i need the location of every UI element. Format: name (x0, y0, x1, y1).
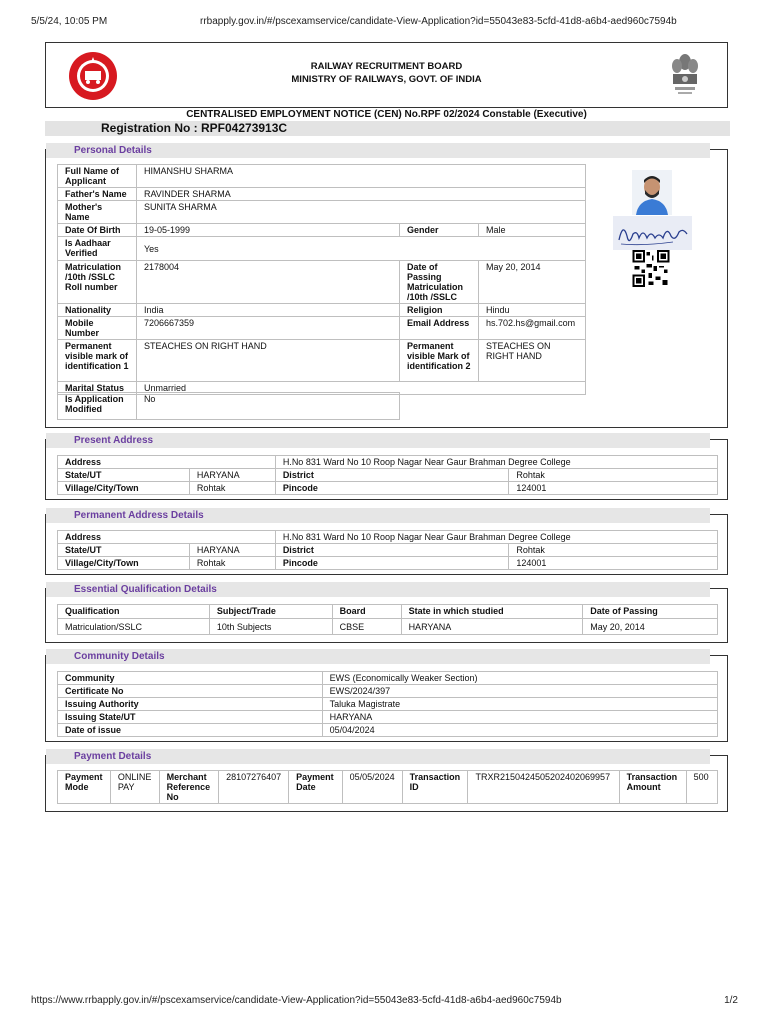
section-title: Community Details (74, 651, 165, 662)
label: Mobile Number (58, 317, 137, 340)
label: Religion (400, 304, 479, 317)
signature-scribble-icon (613, 216, 692, 250)
section-header (46, 749, 710, 764)
value: 28107276407 (219, 771, 289, 804)
permanent-address-table (57, 530, 718, 570)
label: Pincode (275, 482, 509, 495)
value: STEACHES ON RIGHT HAND (478, 340, 585, 382)
modified-table (57, 392, 400, 420)
table-row (58, 165, 586, 188)
value: 19-05-1999 (136, 224, 399, 237)
table-row (58, 261, 586, 304)
value: 05/04/2024 (322, 724, 717, 737)
national-emblem-icon (665, 50, 705, 100)
cell: HARYANA (401, 619, 583, 635)
table-row (58, 605, 718, 619)
table-row (58, 237, 586, 261)
table-row (58, 456, 718, 469)
label: Is Application Modified (58, 393, 137, 420)
qualification-table (57, 604, 718, 635)
value: STEACHES ON RIGHT HAND (136, 340, 399, 382)
value: Male (478, 224, 585, 237)
value: 124001 (509, 482, 718, 495)
value: 124001 (509, 557, 718, 570)
label: Matriculation /10th /SSLC Roll number (58, 261, 137, 304)
label: Father's Name (58, 188, 137, 201)
label: Gender (400, 224, 479, 237)
label: Date of issue (58, 724, 323, 737)
ministry-name: MINISTRY OF RAILWAYS, GOVT. OF INDIA (291, 74, 482, 85)
applicant-signature (613, 216, 692, 250)
value: May 20, 2014 (478, 261, 585, 304)
value: HIMANSHU SHARMA (136, 165, 585, 188)
column-header: Board (332, 605, 401, 619)
column-header: Qualification (58, 605, 210, 619)
cell: May 20, 2014 (583, 619, 718, 635)
column-header: Date of Passing (583, 605, 718, 619)
value: 2178004 (136, 261, 399, 304)
table-row (58, 224, 586, 237)
value: Rohtak (189, 482, 275, 495)
label: District (275, 544, 509, 557)
section-title: Personal Details (74, 145, 152, 156)
value: RAVINDER SHARMA (136, 188, 585, 201)
label: Email Address (400, 317, 479, 340)
label: Payment Mode (58, 771, 111, 804)
label: Full Name of Applicant (58, 165, 137, 188)
value: H.No 831 Ward No 10 Roop Nagar Near Gaur Brahman Degree College (275, 456, 717, 469)
label: Community (58, 672, 323, 685)
label: Transaction Amount (619, 771, 686, 804)
table-row (58, 544, 718, 557)
label: State/UT (58, 544, 190, 557)
footer-url: https://www.rrbapply.gov.in/#/pscexamservice/candidate-View-Application?id=55043e83-5cfd-41d8-a6b4-aed960c7594b (31, 995, 562, 1006)
cell: CBSE (332, 619, 401, 635)
value: hs.702.hs@gmail.com (478, 317, 585, 340)
label: Merchant Reference No (159, 771, 218, 804)
section-header (46, 508, 710, 523)
label: Transaction ID (402, 771, 468, 804)
cell: Matriculation/SSLC (58, 619, 210, 635)
section-header (46, 433, 710, 448)
value: EWS/2024/397 (322, 685, 717, 698)
label: District (275, 469, 509, 482)
table-row (58, 557, 718, 570)
section-title: Essential Qualification Details (74, 584, 217, 595)
value: HARYANA (189, 469, 275, 482)
column-header: State in which studied (401, 605, 583, 619)
registration-bar (45, 121, 730, 136)
value: EWS (Economically Weaker Section) (322, 672, 717, 685)
section-title: Permanent Address Details (74, 510, 204, 521)
applicant-photo (632, 170, 672, 215)
table-row (58, 685, 718, 698)
cell: 10th Subjects (209, 619, 332, 635)
browser-print-header (31, 16, 738, 30)
table-row (58, 771, 718, 804)
label: Issuing State/UT (58, 711, 323, 724)
value: Rohtak (189, 557, 275, 570)
label: Nationality (58, 304, 137, 317)
value: 500 (686, 771, 717, 804)
table-row (58, 711, 718, 724)
personal-details-table (57, 164, 586, 395)
label: State/UT (58, 469, 190, 482)
payment-table (57, 770, 718, 804)
label: Address (58, 456, 276, 469)
label: Certificate No (58, 685, 323, 698)
browser-print-footer (31, 995, 738, 1006)
table-row (58, 340, 586, 382)
page-number: 1/2 (724, 995, 738, 1006)
document-header (45, 42, 728, 108)
table-row (58, 672, 718, 685)
value: India (136, 304, 399, 317)
section-header (46, 143, 710, 158)
value: 05/05/2024 (342, 771, 402, 804)
value: Hindu (478, 304, 585, 317)
table-row (58, 188, 586, 201)
label: Address (58, 531, 276, 544)
value: No (136, 393, 399, 420)
label: Date Of Birth (58, 224, 137, 237)
value: Rohtak (509, 469, 718, 482)
value: ONLINE PAY (110, 771, 159, 804)
label: Permanent visible mark of identification 1 (58, 340, 137, 382)
table-row (58, 201, 586, 224)
value: HARYANA (322, 711, 717, 724)
table-row (58, 317, 586, 340)
label: Is Aadhaar Verified (58, 237, 137, 261)
table-row (58, 531, 718, 544)
label: Payment Date (289, 771, 342, 804)
board-title (46, 60, 727, 86)
qr-code-icon (631, 250, 671, 287)
table-row (58, 304, 586, 317)
section-header (46, 582, 710, 597)
table-row (58, 393, 400, 420)
label: Village/City/Town (58, 557, 190, 570)
value: 7206667359 (136, 317, 399, 340)
table-row (58, 698, 718, 711)
value: HARYANA (189, 544, 275, 557)
column-header: Subject/Trade (209, 605, 332, 619)
print-url: rrbapply.gov.in/#/pscexamservice/candidate-View-Application?id=55043e83-5cfd-41d8-a6b4-aed960c7594b (200, 16, 677, 27)
label: Marital Status (58, 382, 137, 395)
section-header (46, 649, 710, 664)
label: Issuing Authority (58, 698, 323, 711)
section-title: Present Address (74, 435, 154, 446)
value: Taluka Magistrate (322, 698, 717, 711)
value: H.No 831 Ward No 10 Roop Nagar Near Gaur Brahman Degree College (275, 531, 717, 544)
value: Yes (136, 237, 585, 261)
board-name: RAILWAY RECRUITMENT BOARD (310, 61, 463, 72)
value: Rohtak (509, 544, 718, 557)
registration-number: Registration No : RPF04273913C (101, 121, 288, 135)
value: Unmarried (136, 382, 585, 395)
label: Permanent visible Mark of identification 2 (400, 340, 479, 382)
section-title: Payment Details (74, 751, 152, 762)
label: Village/City/Town (58, 482, 190, 495)
notice-title: CENTRALISED EMPLOYMENT NOTICE (CEN) No.RPF 02/2024 Constable (Executive) (186, 109, 587, 120)
label: Pincode (275, 557, 509, 570)
table-row (58, 482, 718, 495)
table-row (58, 469, 718, 482)
table-row (58, 724, 718, 737)
value: TRXR2150424505202402069957 (468, 771, 619, 804)
present-address-table (57, 455, 718, 495)
table-row (58, 619, 718, 635)
print-timestamp: 5/5/24, 10:05 PM (31, 16, 108, 27)
community-table (57, 671, 718, 737)
label: Mother's Name (58, 201, 137, 224)
value: SUNITA SHARMA (136, 201, 585, 224)
label: Date of Passing Matriculation /10th /SSLC (400, 261, 479, 304)
